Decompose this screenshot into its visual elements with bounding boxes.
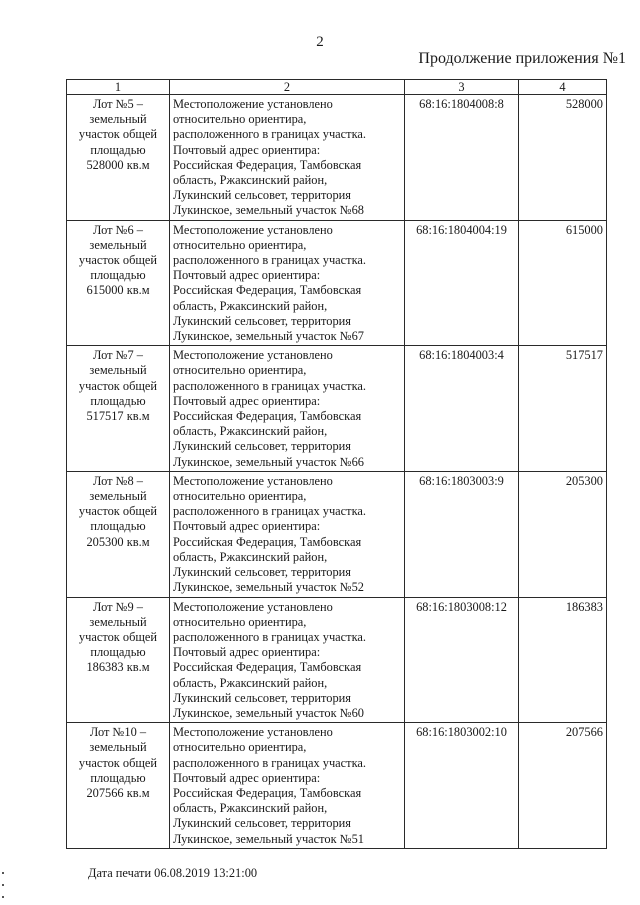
description-line: область, Ржаксинский район, [173,173,328,188]
description-line: Российская Федерация, Тамбовская [173,409,362,424]
description-line: Российская Федерация, Тамбовская [173,534,362,549]
description-line: область, Ржаксинский район, [173,549,328,564]
lot-line: площадью [90,142,146,157]
description-line: Почтовый адрес ориентира: [173,770,321,785]
description-line: Российская Федерация, Тамбовская [173,157,362,172]
cadastral-number-cell: 68:16:1804004:19 [405,220,519,346]
description-line: Почтовый адрес ориентира: [173,393,321,408]
cadastral-number-cell: 68:16:1804008:8 [405,95,519,221]
lot-line: площадью [90,770,146,785]
lot-line: 207566 кв.м [86,785,150,800]
table-row [67,95,607,221]
cadastral-number-cell: 68:16:1803008:12 [405,597,519,723]
description-line: Местоположение установлено [173,348,333,363]
description-line: относительно ориентира, [173,614,307,629]
description-line: Почтовый адрес ориентира: [173,519,321,534]
table-row [67,471,607,597]
lot-line: земельный [89,363,147,378]
lot-line: площадью [90,393,146,408]
description-line: Лукинский сельсовет, территория [173,565,351,580]
lot-line: участок общей [78,755,158,770]
description-line: Местоположение установлено [173,473,333,488]
description-line: Лукинское, земельный участок №66 [173,454,364,469]
description-line: область, Ржаксинский район, [173,298,328,313]
cadastral-number-cell: 68:16:1804003:4 [405,346,519,472]
table-row [67,220,607,346]
description-line: область, Ржаксинский район, [173,424,328,439]
description-line: Лукинский сельсовет, территория [173,313,351,328]
description-line: Местоположение установлено [173,222,333,237]
description-line: Местоположение установлено [173,725,333,740]
description-line: Почтовый адрес ориентира: [173,142,321,157]
description-cell [170,220,405,346]
description-line: расположенного в границах участка. [173,253,367,268]
lot-cell [67,220,170,346]
description-line: Российская Федерация, Тамбовская [173,660,362,675]
table-header-row [67,80,607,95]
lot-line: площадью [90,645,146,660]
description-line: Почтовый адрес ориентира: [173,645,321,660]
lot-line: Лот №10 – [89,725,147,740]
margin-dot [2,872,4,874]
area-cell: 205300 [519,471,607,597]
description-line: Российская Федерация, Тамбовская [173,283,362,298]
table-row [67,723,607,849]
description-line: Местоположение установлено [173,97,333,111]
description-line: Лукинский сельсовет, территория [173,690,351,705]
column-header-3: 3 [405,80,519,95]
page-number: 2 [316,34,324,50]
lot-line: 615000 кв.м [86,283,150,298]
description-line: Лукинское, земельный участок №60 [173,705,364,720]
cadastral-number-cell: 68:16:1803003:9 [405,471,519,597]
margin-dot [2,896,4,898]
lot-cell [67,723,170,849]
lot-line: участок общей [78,253,158,268]
area-cell: 528000 [519,95,607,221]
column-header-1: 1 [67,80,170,95]
description-line: расположенного в границах участка. [173,629,367,644]
lot-line: площадью [90,268,146,283]
lot-line: земельный [89,614,147,629]
column-header-2: 2 [170,80,405,95]
area-cell: 186383 [519,597,607,723]
lot-line: площадью [90,519,146,534]
table-row [67,346,607,472]
lots-table [66,79,607,849]
lot-line: участок общей [78,378,158,393]
description-cell [170,346,405,472]
lots-table-body [67,80,607,849]
lot-line: участок общей [78,629,158,644]
description-line: область, Ржаксинский район, [173,675,328,690]
description-line: Российская Федерация, Тамбовская [173,785,362,800]
area-cell: 207566 [519,723,607,849]
description-line: Лукинское, земельный участок №52 [173,580,364,595]
lot-line: земельный [89,237,147,252]
area-cell: 615000 [519,220,607,346]
lot-line: 205300 кв.м [86,534,150,549]
lot-line: Лот №9 – [93,599,143,614]
column-header-4: 4 [519,80,607,95]
description-cell [170,723,405,849]
description-line: расположенного в границах участка. [173,127,367,142]
lot-line: Лот №8 – [93,473,143,488]
table-row [67,597,607,723]
lot-line: Лот №5 – [93,97,143,111]
lot-line: 186383 кв.м [86,660,150,675]
lot-cell [67,471,170,597]
description-line: относительно ориентира, [173,489,307,504]
appendix-title: Продолжение приложения №1 [418,50,626,67]
lot-line: 528000 кв.м [86,157,150,172]
description-line: расположенного в границах участка. [173,378,367,393]
description-line: расположенного в границах участка. [173,755,367,770]
area-cell: 517517 [519,346,607,472]
description-line: Лукинское, земельный участок №67 [173,329,364,344]
description-line: относительно ориентира, [173,237,307,252]
description-line: Лукинское, земельный участок №68 [173,203,364,218]
lot-line: земельный [89,740,147,755]
lot-cell [67,597,170,723]
description-cell [170,471,405,597]
description-line: Почтовый адрес ориентира: [173,268,321,283]
lot-line: земельный [89,489,147,504]
margin-dot [2,884,4,886]
lot-cell [67,95,170,221]
description-line: область, Ржаксинский район, [173,801,328,816]
description-cell [170,95,405,221]
description-line: Лукинское, земельный участок №51 [173,831,364,846]
lot-line: Лот №6 – [93,222,143,237]
lot-line: Лот №7 – [93,348,143,363]
description-cell [170,597,405,723]
description-line: Лукинский сельсовет, территория [173,439,351,454]
lot-cell [67,346,170,472]
description-line: относительно ориентира, [173,363,307,378]
lot-line: 517517 кв.м [86,409,150,424]
lot-line: участок общей [78,127,158,142]
description-line: Местоположение установлено [173,599,333,614]
lot-line: земельный [89,112,147,127]
description-line: относительно ориентира, [173,112,307,127]
description-line: Лукинский сельсовет, территория [173,816,351,831]
description-line: расположенного в границах участка. [173,504,367,519]
description-line: относительно ориентира, [173,740,307,755]
print-date: Дата печати 06.08.2019 13:21:00 [88,866,258,880]
lot-line: участок общей [78,504,158,519]
description-line: Лукинский сельсовет, территория [173,188,351,203]
cadastral-number-cell: 68:16:1803002:10 [405,723,519,849]
